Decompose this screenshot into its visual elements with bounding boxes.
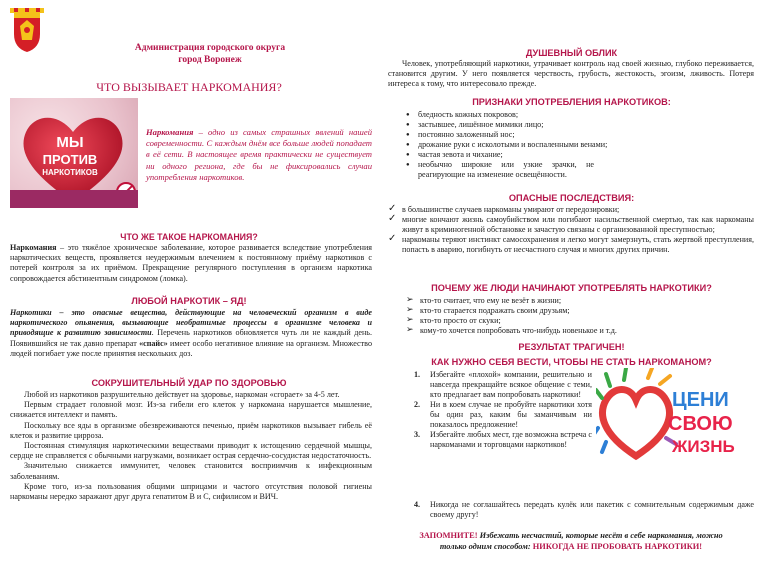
list-item: ✓ многие кончают жизнь самоубийством или погибают насильственной смертью, так как наркоманы живут в криминогенной обстановке и зачастую связаны с организованной преступностью; (386, 215, 754, 235)
org-name (60, 42, 360, 66)
card-line-3: НАРКОТИКОВ (42, 168, 98, 177)
heart-burst-icon (596, 368, 676, 456)
intro-term: Наркомания (146, 127, 194, 137)
intro-text (146, 127, 372, 183)
tragic-title: РЕЗУЛЬТАТ ТРАГИЧЕН! (518, 342, 625, 352)
list-item: ● постоянно заложенный нос; (404, 130, 754, 140)
remember-line-2 (388, 541, 754, 552)
blow-para: Поскольку все яды в организме обезвреживаются печенью, приём наркотиков вызывает гибель её клеток и развитие цирроза. (10, 420, 372, 440)
poison-body-2: имеет особо негативное влияние на организм. Множество людей погибает уже после принятия нескольких доз. (10, 338, 372, 358)
list-item: ✓ наркоманы теряют инстинкт самосохранения и легко могут замерзнуть, стать жертвой преступления, попасть в аварию, погибнуть от несчастного случая и многих других причин. (386, 235, 754, 255)
list-item: ➢ кому-то хочется попробовать что-нибудь новенькое и т.д. (404, 326, 754, 336)
what-title: ЧТО ЖЕ ТАКОЕ НАРКОМАНИЯ? (120, 232, 258, 242)
cherish-life-logo (596, 368, 756, 478)
list-item: ✓ в большинстве случаев наркоманы умирают от передозировки; (386, 205, 754, 215)
why-list (404, 296, 754, 336)
list-item: ● дрожание руки с исколотыми и воспаленными венами; (404, 140, 754, 150)
what-term: Наркомания (10, 243, 57, 252)
why-title: ПОЧЕМУ ЖЕ ЛЮДИ НАЧИНАЮТ УПОТРЕБЛЯТЬ НАРКОТИКИ? (431, 283, 712, 293)
left-column (0, 0, 378, 570)
soul-title: ДУШЕВНЫЙ ОБЛИК (525, 48, 618, 58)
poison-text (10, 308, 372, 359)
blow-title: СОКРУШИТЕЛЬНЫЙ УДАР ПО ЗДОРОВЬЮ (91, 378, 287, 388)
list-item: ● частая зевота и чихание; (404, 150, 754, 160)
remember-note (388, 530, 754, 552)
list-item: ● бледность кожных покровов; (404, 110, 754, 120)
how-list-wide (414, 500, 754, 520)
soul-text: Человек, употребляющий наркотики, утрачивает контроль над своей жизнью, глубоко переживается, становится другим. У него появляется черствость, грубость, жестокость, эгоизм, лживость. Потеря интереса к тому, что интересовало прежде. (388, 59, 754, 89)
list-item: ● застывшее, лишённое мимики лицо; (404, 120, 754, 130)
list-item (414, 400, 592, 430)
blow-para: Любой из наркотиков разрушительно действует на здоровье, наркоман «сгорает» за 4-5 лет. (24, 390, 340, 399)
coat-of-arms-icon (8, 8, 46, 54)
what-body: – это тяжёлое хроническое заболевание, которое развивается вследствие употребления наркотических веществ, проявляется неудержимым влечением к постоянному приёму наркотиков с потерей контроля за их приёмом. Прекращение регулярного поступления в организм наркотика сопровождается абстинентным синдромом (ломка). (10, 243, 372, 283)
poison-body-1: . Перечень наркотиков обновляется чуть ли не каждый день. Появившийся не так давно препарат (10, 328, 372, 348)
item-number: 3. (414, 430, 421, 439)
item-text: Никогда не соглашайтесь передать кулёк или пакетик с сомнительным содержимым даже своему другу! (430, 500, 754, 519)
list-item (414, 370, 592, 400)
org-line-2: город Воронеж (178, 55, 242, 65)
blow-para: Значительно снижается иммунитет, человек становится восприимчив к инфекционным заболеваниям. (10, 461, 372, 481)
list-item: ➢ кто-то просто от скуки; (404, 316, 754, 326)
danger-list (386, 205, 754, 255)
poison-spice: «спайс» (139, 338, 168, 348)
logo-word-2: СВОЮ (668, 413, 733, 435)
org-line-1: Администрация городского округа (134, 43, 286, 53)
how-list (414, 370, 592, 450)
right-column (384, 0, 759, 570)
list-item: ● необычно широкие или узкие зрачки, не реагирующие на изменение освещённости. (404, 160, 754, 180)
logo-word-3: ЖИЗНЬ (672, 437, 735, 456)
item-text: Избегайте любых мест, где возможна встреча с наркоманами и торговцами наркотиков! (430, 430, 593, 449)
card-line-1: МЫ (56, 134, 84, 151)
remember-bold: НИКОГДА НЕ ПРОБОВАТЬ НАРКОТИКИ! (532, 542, 703, 551)
what-text (10, 243, 372, 284)
blow-para: Постоянная стимуляция наркотическими веществами приводит к истощению сердечной мышцы, сердце не справляется с обычными нагрузками, возникает острая сердечно-сосудистая недостаточность. (10, 441, 372, 461)
list-item (414, 500, 754, 520)
anti-drug-card (10, 98, 138, 208)
signs-title: ПРИЗНАКИ УПОТРЕБЛЕНИЯ НАРКОТИКОВ: (472, 97, 671, 107)
card-band (10, 190, 138, 208)
card-line-2: ПРОТИВ (42, 152, 98, 167)
blow-para: Кроме того, из-за пользования общими шприцами и частого отсутствия половой гигиены наркоманы нередко заражают друг друга гепатитом В и С, сифилисом и ВИЧ. (10, 481, 372, 502)
poison-lead: Наркотики – это опасные вещества, действующие на человеческий организм в виде наркотического опьянения, вызывающие необратимые процессы в организме человека и приводящие к развитию зависимости (10, 308, 372, 338)
intro-body: – одно из самых страшных явлений нашей современности. С каждым днём все больше людей попадает в её сети. В настоящее время практически не существует ни одного региона, где бы не фиксировались случаи употребления наркотиков. (146, 127, 372, 182)
main-title: ЧТО ВЫЗЫВАЕТ НАРКОМАНИЯ? (96, 80, 282, 94)
item-number: 2. (414, 400, 421, 409)
poison-title: ЛЮБОЙ НАРКОТИК – ЯД! (131, 296, 247, 306)
remember-start: только одним способом: (439, 542, 533, 551)
item-number: 1. (414, 370, 421, 379)
remember-text: Избежать несчастий, которые несёт в себе наркомания, можно (477, 531, 723, 540)
item-text: Ни в коем случае не пробуйте наркотики хотя бы один раз, каким бы заманчивым ни показалось предложение! (430, 400, 592, 429)
remember-line-1 (388, 530, 754, 541)
blow-text (10, 390, 372, 502)
list-item: ➢ кто-то считает, что ему не везёт в жизни; (404, 296, 754, 306)
item-number: 4. (414, 500, 421, 509)
signs-list (404, 110, 754, 180)
danger-title: ОПАСНЫЕ ПОСЛЕДСТВИЯ: (508, 193, 635, 203)
blow-para: Первым страдает головной мозг. Из-за гибели его клеток у наркомана нарушается мышление, снижается интеллект и память. (10, 400, 372, 420)
list-item (414, 430, 592, 450)
how-title: КАК НУЖНО СЕБЯ ВЕСТИ, ЧТОБЫ НЕ СТАТЬ НАРКОМАНОМ? (431, 357, 712, 367)
list-item: ➢ кто-то старается подражать своим друзьям; (404, 306, 754, 316)
logo-word-1: ЦЕНИ (672, 389, 729, 411)
remember-label: ЗАПОМНИТЕ! (419, 531, 478, 540)
item-text: Избегайте «плохой» компании, решительно и навсегда прекращайте всякое общение с теми, кто предлагает вам попробовать наркотики! (430, 370, 592, 399)
